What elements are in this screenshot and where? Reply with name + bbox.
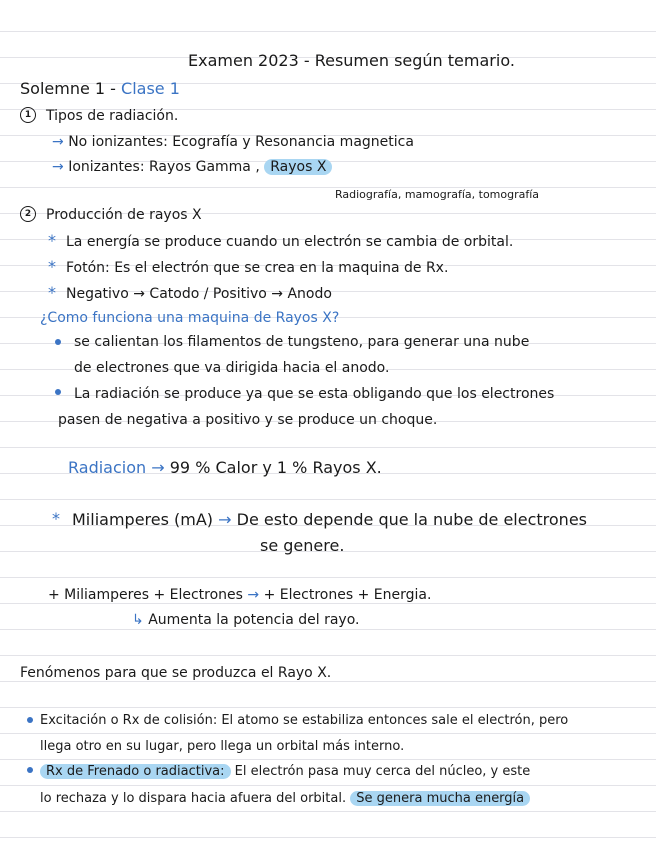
section2-question: ¿Como funciona una maquina de Rayos X? [40,310,340,326]
formula-line: + Miliamperes + Electrones → + Electrones + Energia. [48,587,432,603]
bullet-1-line-2: de electrones que va dirigida hacia el anodo. [74,360,390,376]
rayos-x-highlight: Rayos X [264,159,332,175]
star-marker: * [48,231,56,250]
fenomeno-2-line-2: lo rechaza y lo dispara hacia afuera del orbital. Se genera mucha energía [40,790,530,808]
bullet-2-line-2: pasen de negativa a positivo y se produce un choque. [58,412,438,428]
fenomeno-2-line-1: Rx de Frenado o radiactiva: El electrón pasa muy cerca del núcleo, y este [40,763,530,781]
section1-heading: Tipos de radiación. [46,108,179,124]
section2-star-2: Fotón: Es el electrón que se crea en la maquina de Rx. [66,260,449,276]
section1-item-1: → No ionizantes: Ecografía y Resonancia magnetica [52,134,414,150]
section2-star-1: La energía se produce cuando un electrón se cambia de orbital. [66,234,514,250]
section1-note: Radiografía, mamografía, tomografía [335,188,540,201]
radiacion-line: Radiacion → 99 % Calor y 1 % Rayos X. [68,458,382,477]
fenomeno-1-line-2: llega otro en su lugar, pero llega un orbital más interno. [40,739,405,754]
energia-highlight: Se genera mucha energía [350,791,530,806]
section2-star-3: Negativo → Catodo / Positivo → Anodo [66,286,332,302]
bullet-1-line-1: se calientan los filamentos de tungsteno, para generar una nube [74,334,530,350]
section-number-1: 1 [20,107,36,123]
fenomeno-1-line-1: Excitación o Rx de colisión: El atomo se estabiliza entonces sale el electrón, pero [40,713,569,728]
bullet-dot [27,767,33,773]
bullet-dot [27,717,33,723]
section1-item-2: → Ionizantes: Rayos Gamma , Rayos X [52,158,332,176]
subtitle: Solemne 1 - Clase 1 [20,79,180,98]
formula-sub: ↳ Aumenta la potencia del rayo. [132,612,360,628]
frenado-highlight: Rx de Frenado o radiactiva: [40,764,231,779]
fenomenos-heading: Fenómenos para que se produzca el Rayo X. [20,665,332,681]
bullet-dot [55,339,61,345]
bullet-dot [55,389,61,395]
star-marker: * [48,257,56,276]
section2-heading: Producción de rayos X [46,207,202,223]
star-marker: * [48,283,56,302]
bullet-2-line-1: La radiación se produce ya que se esta obligando que los electrones [74,386,555,402]
section-number-2: 2 [20,206,36,222]
miliamperes-line: Miliamperes (mA) → De esto depende que la nube de electrones [72,510,587,529]
page-title: Examen 2023 - Resumen según temario. [188,51,515,70]
star-marker: * [52,509,60,528]
miliamperes-line-2: se genere. [260,536,345,555]
